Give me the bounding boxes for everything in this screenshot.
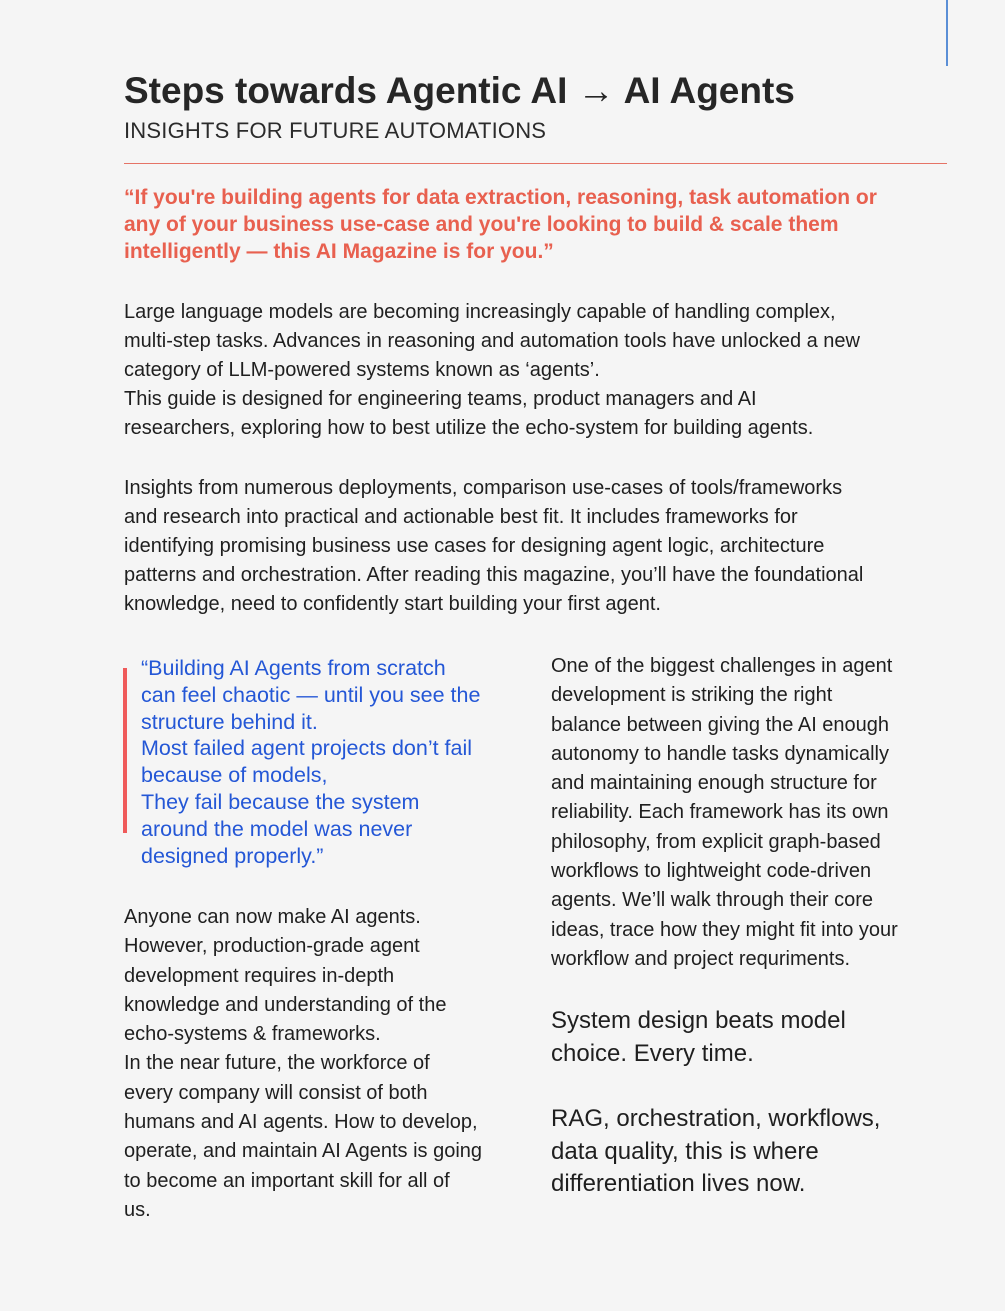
- header-divider: [124, 163, 947, 164]
- pull-quote-line: around the model was never: [141, 816, 413, 841]
- page-title: Steps towards Agentic AI → AI Agents: [124, 70, 795, 111]
- pull-quote-bar: [123, 668, 127, 833]
- text-line: knowledge and understanding of the: [124, 993, 447, 1016]
- pull-quote-line: because of models,: [141, 763, 328, 788]
- pull-quote-line: structure behind it.: [141, 709, 318, 734]
- pull-quote: [141, 655, 536, 869]
- highlight-statement-1: [551, 1005, 951, 1070]
- lead-quote-line: intelligently — this AI Magazine is for you.”: [124, 240, 554, 263]
- page-edge-marker: [946, 0, 948, 66]
- text-line: and research into practical and actionable best fit. It includes frameworks for: [124, 506, 798, 528]
- text-line: us.: [124, 1198, 151, 1221]
- lead-quote: [124, 184, 954, 265]
- text-line: identifying promising business use cases for designing agent logic, architecture: [124, 535, 825, 557]
- text-line: This guide is designed for engineering teams, product managers and AI: [124, 388, 757, 410]
- text-line: Insights from numerous deployments, comparison use-cases of tools/frameworks: [124, 477, 843, 499]
- text-line: knowledge, need to confidently start building your first agent.: [124, 593, 661, 615]
- text-line: However, production-grade agent: [124, 935, 420, 958]
- text-line: In the near future, the workforce of: [124, 1052, 430, 1075]
- text-line: Anyone can now make AI agents.: [124, 906, 421, 928]
- text-line: differentiation lives now.: [551, 1170, 806, 1197]
- left-column-paragraph: [124, 903, 529, 1225]
- text-line: balance between giving the AI enough: [551, 713, 890, 736]
- page-subtitle: INSIGHTS FOR FUTURE AUTOMATIONS: [124, 118, 547, 143]
- text-line: One of the biggest challenges in agent: [551, 655, 893, 677]
- text-line: development requires in-depth: [124, 964, 395, 987]
- pull-quote-line: can feel chaotic — until you see the: [141, 682, 481, 707]
- text-line: to become an important skill for all of: [124, 1169, 450, 1192]
- text-line: category of LLM-powered systems known as ‘agents’.: [124, 359, 600, 381]
- intro-paragraph-1: [124, 298, 954, 443]
- text-line: humans and AI agents. How to develop,: [124, 1111, 478, 1134]
- text-line: reliability. Each framework has its own: [551, 801, 889, 824]
- text-line: choice. Every time.: [551, 1039, 754, 1067]
- right-column-paragraph: [551, 652, 951, 974]
- text-line: every company will consist of both: [124, 1081, 428, 1104]
- highlight-statement-2: [551, 1103, 951, 1201]
- text-line: Large language models are becoming increasingly capable of handling complex,: [124, 301, 836, 323]
- pull-quote-line: They fail because the system: [141, 789, 420, 814]
- text-line: and maintaining enough structure for: [551, 772, 877, 795]
- text-line: operate, and maintain AI Agents is going: [124, 1140, 483, 1163]
- lead-quote-line: “If you're building agents for data extraction, reasoning, task automation or: [124, 186, 877, 209]
- text-line: System design beats model: [551, 1007, 846, 1034]
- text-line: RAG, orchestration, workflows,: [551, 1105, 881, 1132]
- text-line: data quality, this is where: [551, 1137, 819, 1165]
- text-line: philosophy, from explicit graph-based: [551, 830, 881, 853]
- pull-quote-line: “Building AI Agents from scratch: [141, 656, 446, 680]
- text-line: autonomy to handle tasks dynamically: [551, 742, 889, 765]
- text-line: ideas, trace how they might fit into your: [551, 918, 898, 941]
- text-line: workflows to lightweight code-driven: [551, 860, 872, 883]
- pull-quote-line: designed properly.”: [141, 843, 324, 868]
- text-line: echo-systems & frameworks.: [124, 1023, 381, 1046]
- text-line: development is striking the right: [551, 684, 833, 707]
- text-line: patterns and orchestration. After reading this magazine, you’ll have the foundational: [124, 564, 864, 586]
- text-line: multi-step tasks. Advances in reasoning and automation tools have unlocked a new: [124, 330, 860, 352]
- pull-quote-line: Most failed agent projects don’t fail: [141, 736, 473, 761]
- text-line: workflow and project requriments.: [551, 947, 851, 970]
- intro-paragraph-2: [124, 474, 954, 619]
- text-line: researchers, exploring how to best utilize the echo-system for building agents.: [124, 417, 814, 439]
- lead-quote-line: any of your business use-case and you're looking to build & scale them: [124, 213, 839, 236]
- text-line: agents. We’ll walk through their core: [551, 889, 874, 912]
